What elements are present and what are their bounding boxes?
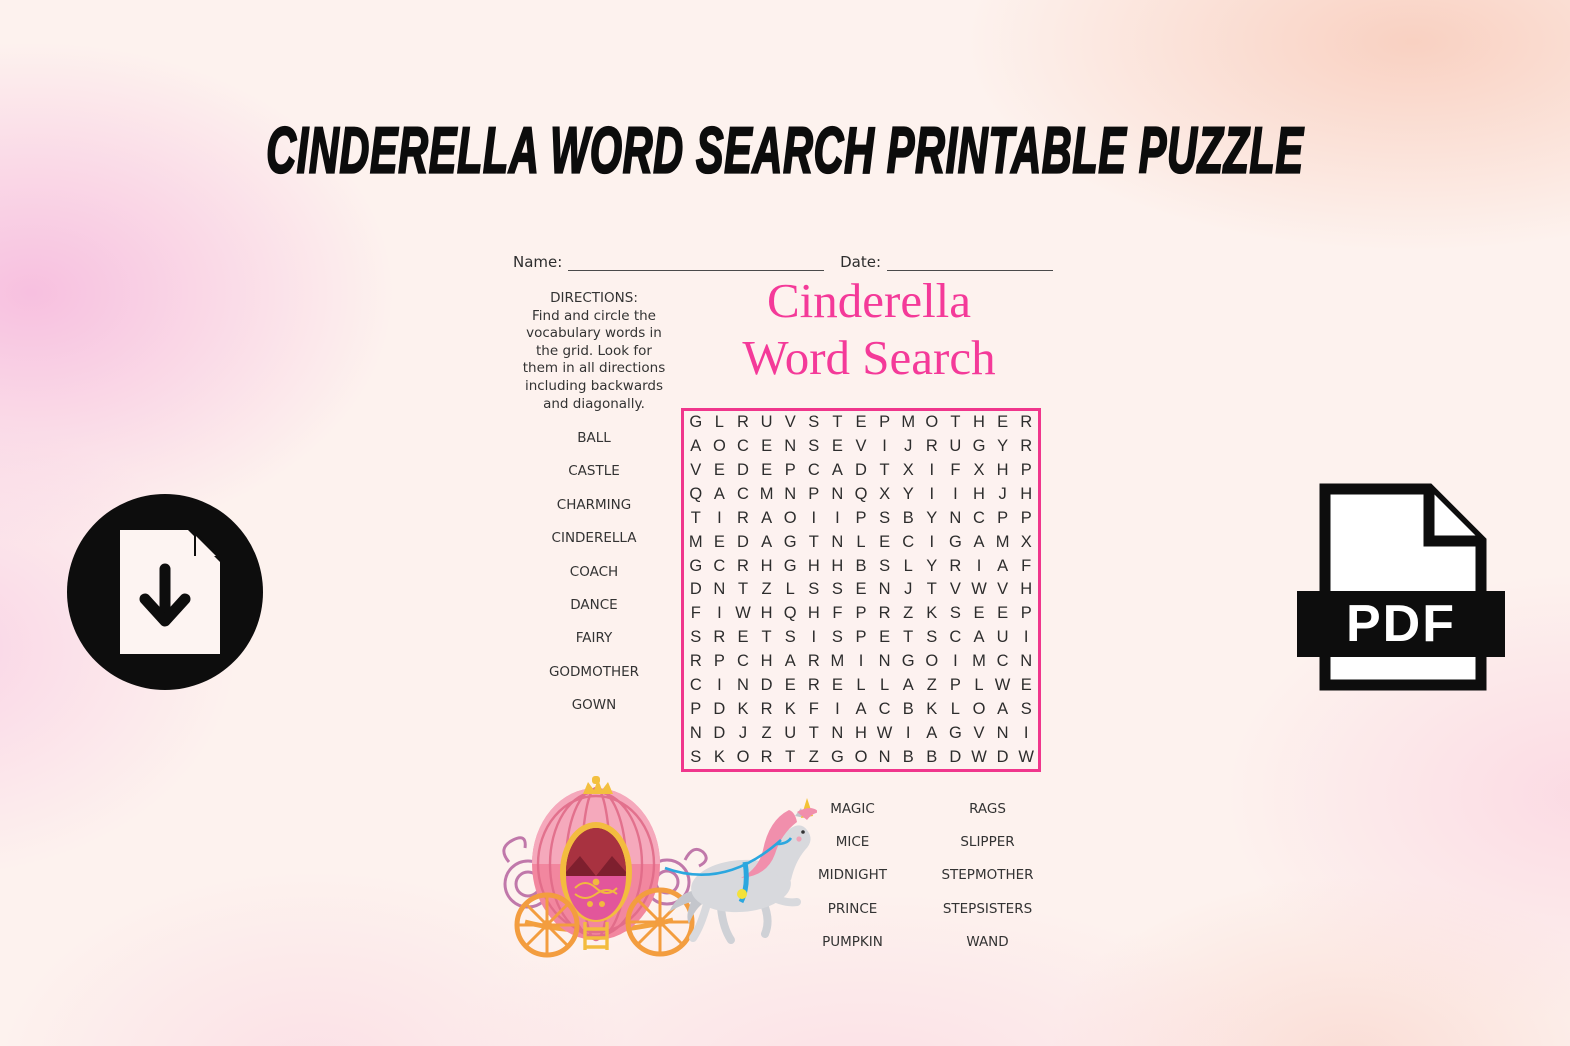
word-list-item: BALL (577, 430, 611, 446)
grid-letter: R (737, 556, 749, 575)
grid-letter: W (1018, 747, 1034, 766)
grid-letter: G (948, 532, 962, 551)
grid-letter: A (761, 508, 773, 527)
grid-letter: X (902, 461, 914, 480)
grid-letter: D (737, 461, 749, 480)
grid-letter: X (973, 461, 985, 480)
grid-letter: N (831, 723, 844, 742)
grid-letter: Z (808, 747, 819, 766)
grid-letter: C (878, 699, 891, 718)
grid-letter: W (876, 723, 893, 742)
grid-letter: E (879, 628, 891, 647)
grid-letter: J (904, 580, 913, 599)
grid-letter: E (761, 437, 773, 456)
grid-letter: A (997, 699, 1009, 718)
grid-letter: E (855, 580, 867, 599)
date-label: Date: (840, 253, 881, 271)
grid-letter: V (690, 461, 702, 480)
grid-letter: C (737, 652, 749, 671)
grid-letter: H (855, 723, 867, 742)
grid-letter: D (760, 675, 773, 694)
grid-letter: W (971, 580, 987, 599)
worksheet-title-line2: Word Search (742, 330, 996, 385)
grid-letter: I (976, 556, 982, 575)
directions-heading: DIRECTIONS: (550, 290, 638, 306)
directions (505, 290, 683, 413)
grid-letter: R (878, 604, 891, 623)
grid-letter: B (902, 699, 914, 718)
grid-letter: N (878, 580, 891, 599)
grid-letter: P (879, 413, 891, 432)
grid-letter: S (784, 628, 796, 647)
grid-letter: O (783, 508, 797, 527)
word-list-item: RAGS (969, 801, 1006, 817)
grid-letter: M (972, 652, 986, 671)
grid-letter: N (713, 580, 726, 599)
grid-letter: M (688, 532, 703, 551)
grid-letter: Y (926, 508, 938, 527)
grid-letter: C (996, 652, 1009, 671)
grid-letter: I (835, 699, 840, 718)
grid-letter: R (807, 652, 820, 671)
grid-letter: H (807, 604, 820, 623)
grid-letter: M (759, 485, 774, 504)
date-blank-line (887, 252, 1053, 271)
grid-letter: R (760, 699, 773, 718)
grid-letter: R (807, 675, 820, 694)
grid-letter: G (689, 556, 703, 575)
grid-letter: T (950, 413, 961, 432)
grid-letter: N (784, 437, 797, 456)
grid-letter: S (879, 556, 891, 575)
grid-letter: R (1020, 413, 1033, 432)
grid-letter: P (1020, 604, 1032, 623)
grid-letter: J (904, 437, 913, 456)
grid-letter: R (949, 556, 962, 575)
grid-letter: T (690, 508, 701, 527)
grid-letter: L (856, 532, 866, 551)
grid-letter: A (831, 461, 843, 480)
grid-letter: P (855, 508, 867, 527)
grid-letter: N (996, 723, 1009, 742)
grid-letter: G (783, 532, 797, 551)
pdf-file-icon (1297, 481, 1505, 693)
grid-letter: E (855, 413, 867, 432)
grid-letter: O (854, 747, 868, 766)
grid-letter: Z (903, 604, 914, 623)
word-search-grid (681, 408, 1041, 772)
grid-letter: S (831, 580, 843, 599)
grid-letter: I (1023, 628, 1029, 647)
grid-letter: H (973, 413, 985, 432)
grid-letter: R (925, 437, 938, 456)
grid-letter: I (929, 532, 935, 551)
grid-letter: E (713, 532, 725, 551)
grid-letter: F (690, 604, 701, 623)
grid-letter: S (690, 747, 702, 766)
grid-letter: F (1021, 556, 1032, 575)
grid-letter: I (717, 604, 722, 623)
grid-letter: O (925, 413, 939, 432)
grid-letter: R (713, 628, 726, 647)
word-list-item: GOWN (571, 697, 617, 714)
name-blank-line (568, 252, 824, 271)
word-list-item: STEPMOTHER (941, 867, 1034, 884)
grid-letter: F (950, 461, 961, 480)
grid-letter: N (949, 508, 962, 527)
grid-letter: K (926, 604, 938, 623)
grid-letter: V (784, 413, 796, 432)
grid-letter: I (835, 508, 840, 527)
name-date-row (513, 252, 1053, 271)
grid-letter: T (761, 628, 772, 647)
grid-letter: U (760, 413, 773, 432)
pdf-button[interactable] (1297, 481, 1505, 693)
grid-letter: H (973, 485, 985, 504)
grid-letter: V (973, 723, 985, 742)
grid-letter: H (760, 556, 773, 575)
directions-line: the grid. Look for (536, 342, 652, 359)
word-list-item: COACH (569, 563, 619, 580)
grid-letter: J (998, 485, 1007, 504)
grid-letter: E (761, 461, 773, 480)
name-label: Name: (513, 253, 563, 271)
grid-letter: H (807, 556, 820, 575)
grid-letter: Q (689, 485, 703, 504)
grid-letter: P (690, 699, 702, 718)
grid-letter: E (713, 461, 725, 480)
grid-letter: M (830, 652, 845, 671)
word-list-bottom-col2 (920, 793, 1055, 959)
worksheet-title (683, 272, 1055, 386)
grid-letter: I (882, 437, 887, 456)
directions-line: vocabulary words in (526, 325, 662, 342)
pdf-label: PDF (1346, 595, 1456, 653)
grid-letter: S (808, 580, 820, 599)
word-list-item: MAGIC (830, 801, 875, 817)
grid-letter: S (1020, 699, 1032, 718)
worksheet-title-line1: Cinderella (766, 273, 972, 328)
word-list-item: CINDERELLA (551, 530, 637, 547)
grid-letter: S (949, 604, 961, 623)
grid-letter: O (712, 437, 726, 456)
download-button[interactable] (65, 489, 265, 695)
worksheet (505, 250, 1055, 780)
grid-letter: A (997, 556, 1009, 575)
grid-letter: S (926, 628, 938, 647)
grid-letter: J (738, 723, 748, 742)
grid-letter: P (1020, 461, 1032, 480)
grid-letter: I (929, 485, 935, 504)
grid-letter: P (855, 628, 867, 647)
carriage-illustration (495, 772, 817, 980)
grid-letter: S (879, 508, 891, 527)
grid-letter: K (737, 699, 749, 718)
word-list-item: PRINCE (827, 900, 878, 917)
grid-letter: L (950, 699, 960, 718)
grid-letter: G (972, 437, 986, 456)
grid-letter: M (995, 532, 1010, 551)
grid-letter: F (832, 604, 843, 623)
grid-letter: M (901, 413, 916, 432)
grid-letter: V (997, 580, 1009, 599)
grid-letter: Y (997, 437, 1009, 456)
directions-line: and diagonally. (543, 395, 645, 412)
grid-letter: P (713, 652, 725, 671)
word-list-item: GODMOTHER (548, 663, 640, 680)
grid-letter: D (855, 461, 867, 480)
grid-letter: C (973, 508, 985, 527)
grid-letter: I (1023, 723, 1029, 742)
word-list-item: CHARMING (556, 496, 632, 513)
word-list-item: MIDNIGHT (818, 867, 887, 884)
word-list-item: WAND (966, 933, 1009, 950)
grid-letter: P (784, 461, 796, 480)
grid-letter: I (929, 461, 935, 480)
grid-letter: I (953, 652, 958, 671)
grid-letter: D (713, 699, 726, 718)
word-list-item: PUMPKIN (822, 933, 883, 950)
grid-letter: O (736, 747, 750, 766)
grid-letter: N (831, 532, 844, 551)
grid-letter: H (1020, 485, 1033, 504)
grid-letter: T (903, 628, 914, 647)
grid-letter: T (926, 580, 937, 599)
pumpkin-carriage-unicorn-icon (495, 772, 817, 980)
grid-letter: E (1020, 675, 1032, 694)
grid-letter: N (737, 675, 749, 694)
grid-letter: B (855, 556, 867, 575)
grid-letter: D (713, 723, 726, 742)
grid-letter: H (831, 556, 844, 575)
grid-letter: L (974, 675, 984, 694)
grid-letter: C (737, 485, 749, 504)
grid-letter: O (972, 699, 986, 718)
word-list-item: STEPSISTERS (942, 900, 1033, 917)
grid-letter: Q (783, 604, 797, 623)
grid-letter: S (808, 413, 820, 432)
grid-letter: P (1020, 508, 1032, 527)
grid-letter: T (832, 413, 843, 432)
grid-letter: U (784, 723, 797, 742)
grid-letter: Z (926, 675, 937, 694)
directions-line: including backwards (524, 377, 664, 394)
grid-letter: Y (902, 485, 914, 504)
grid-letter: P (949, 675, 961, 694)
grid-letter: A (973, 532, 985, 551)
grid-letter: I (905, 723, 911, 742)
grid-letter: A (690, 437, 702, 456)
grid-letter: I (953, 485, 958, 504)
grid-letter: D (737, 532, 749, 551)
grid-letter: E (784, 675, 796, 694)
grid-letter: F (808, 699, 819, 718)
grid-letter: T (737, 580, 749, 599)
word-list-item: DANCE (570, 596, 618, 613)
grid-letter: T (879, 461, 890, 480)
grid-letter: P (855, 604, 867, 623)
grid-letter: E (973, 604, 985, 623)
grid-letter: Z (761, 580, 772, 599)
page-title: CINDERELLA WORD SEARCH PRINTABLE PUZZLE (266, 113, 1304, 187)
grid-letter: C (949, 628, 962, 647)
grid-letter: E (997, 413, 1009, 432)
grid-letter: D (949, 747, 962, 766)
grid-letter: X (1020, 532, 1032, 551)
grid-letter: D (996, 747, 1009, 766)
grid-letter: R (760, 747, 773, 766)
word-list-item: MICE (835, 834, 870, 851)
directions-lines (505, 308, 683, 414)
grid-letter: R (689, 652, 702, 671)
grid-letter: L (785, 580, 795, 599)
grid-letter: S (808, 437, 820, 456)
grid-letter: I (717, 508, 722, 527)
grid-letter: L (714, 413, 724, 432)
grid-letter: C (902, 532, 915, 551)
directions-line: them in all directions (522, 360, 666, 377)
grid-letter: B (902, 747, 914, 766)
grid-letter: G (948, 723, 962, 742)
grid-letter: R (737, 413, 749, 432)
grid-letter: K (784, 699, 796, 718)
grid-letter: I (811, 508, 817, 527)
grid-letter: W (735, 604, 751, 623)
grid-letter: O (925, 652, 939, 671)
grid-letter: V (855, 437, 867, 456)
grid-letter: N (1020, 652, 1033, 671)
directions-line: Find and circle the (532, 307, 656, 324)
grid-letter: U (996, 628, 1009, 647)
grid-letter: L (856, 675, 866, 694)
grid-letter: P (997, 508, 1009, 527)
grid-letter: B (926, 747, 938, 766)
grid-letter: W (971, 747, 987, 766)
grid-letter: S (690, 628, 702, 647)
grid-letter: D (689, 580, 702, 599)
word-list-item: CASTLE (568, 463, 620, 480)
grid-letter: A (973, 628, 985, 647)
grid-letter: C (807, 461, 820, 480)
grid-letter: P (808, 485, 820, 504)
grid-letter: U (949, 437, 962, 456)
grid-letter: Z (761, 723, 772, 742)
grid-letter: L (880, 675, 890, 694)
grid-letter: E (737, 628, 749, 647)
grid-letter: E (879, 532, 891, 551)
grid-letter: N (784, 485, 797, 504)
grid-letter: A (713, 485, 725, 504)
grid-letter: A (855, 699, 867, 718)
grid-letter: T (808, 723, 819, 742)
grid-letter: A (761, 532, 773, 551)
grid-letter: I (811, 628, 817, 647)
grid-letter: N (878, 652, 891, 671)
word-list-item: SLIPPER (960, 834, 1015, 851)
grid-letter: E (997, 604, 1009, 623)
grid-letter: X (879, 485, 891, 504)
grid-letter: K (926, 699, 938, 718)
grid-letter: R (737, 508, 749, 527)
grid-letter: E (831, 437, 843, 456)
grid-letter: V (949, 580, 961, 599)
grid-letter: G (783, 556, 797, 575)
grid-letter: A (902, 675, 914, 694)
grid-letter: A (784, 652, 796, 671)
grid-letter: I (858, 652, 864, 671)
grid-letter: W (994, 675, 1011, 694)
download-icon (65, 489, 265, 695)
grid-letter: S (831, 628, 843, 647)
grid-letter: Y (926, 556, 938, 575)
grid-letter: H (760, 604, 773, 623)
grid-letter: L (903, 556, 913, 575)
grid-letter: H (760, 652, 773, 671)
grid-letter: C (737, 437, 749, 456)
word-list-left (505, 422, 683, 723)
grid-letter: A (926, 723, 938, 742)
grid-letter: H (996, 461, 1009, 480)
grid-letter: K (713, 747, 725, 766)
grid-letter: H (1020, 580, 1033, 599)
grid-letter: C (713, 556, 726, 575)
grid-letter: E (831, 675, 843, 694)
grid-letter: C (689, 675, 702, 694)
grid-letter: G (689, 413, 703, 432)
grid-letter: G (830, 747, 844, 766)
grid-letter: N (878, 747, 891, 766)
grid-letter: G (901, 652, 915, 671)
grid-letter: Q (854, 485, 868, 504)
grid-letter: T (808, 532, 819, 551)
grid-letter: N (689, 723, 702, 742)
grid-letter: T (785, 747, 796, 766)
grid-letter: B (902, 508, 914, 527)
grid-letter: R (1020, 437, 1033, 456)
word-list-item: FAIRY (575, 630, 613, 647)
word-list-bottom (785, 793, 1055, 959)
grid-letter: I (717, 675, 722, 694)
grid-letter: N (831, 485, 844, 504)
